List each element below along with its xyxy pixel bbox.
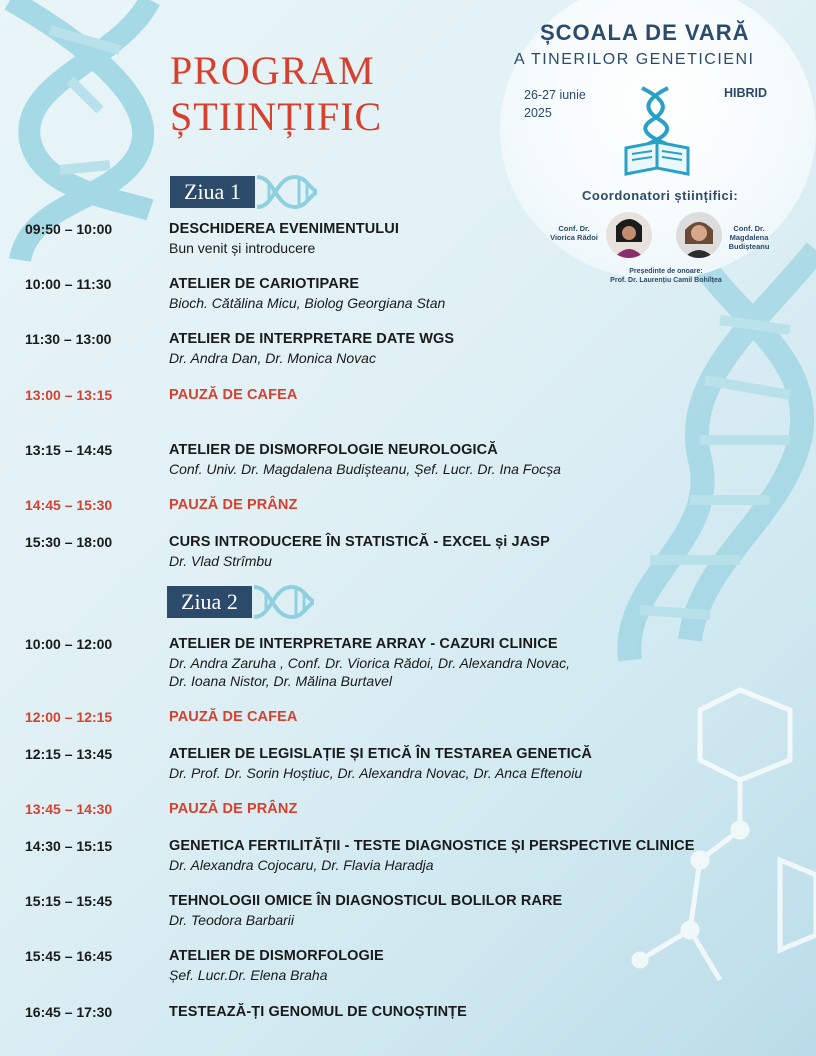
page-title: PROGRAM ȘTIINȚIFIC bbox=[170, 48, 383, 139]
hexagon-molecule-icon bbox=[634, 690, 816, 980]
coordinator-1-name: Conf. Dr. Viorica Rădoi bbox=[550, 224, 598, 242]
event-mode: HIBRID bbox=[724, 86, 768, 100]
school-title: ȘCOALA DE VARĂ bbox=[540, 20, 750, 45]
coordinator-2-name: Conf. Dr. Magdalena Budișteanu bbox=[728, 224, 770, 251]
event-dates: 26-27 iunie 2025 bbox=[524, 88, 586, 120]
coordinators-label: Coordonatori științifici: bbox=[582, 188, 739, 203]
dna-helix-icon bbox=[255, 173, 319, 211]
school-subtitle: A TINERILOR GENETICIENI bbox=[514, 51, 755, 68]
honorary-president: Președinte de onoare: Prof. Dr. Laurențiu Camil Bohîlțea bbox=[610, 268, 722, 284]
dna-helix-icon bbox=[252, 583, 316, 621]
day-2-badge: Ziua 2 bbox=[167, 586, 316, 618]
day-1-badge: Ziua 1 bbox=[170, 176, 319, 208]
book-icon bbox=[622, 84, 692, 180]
